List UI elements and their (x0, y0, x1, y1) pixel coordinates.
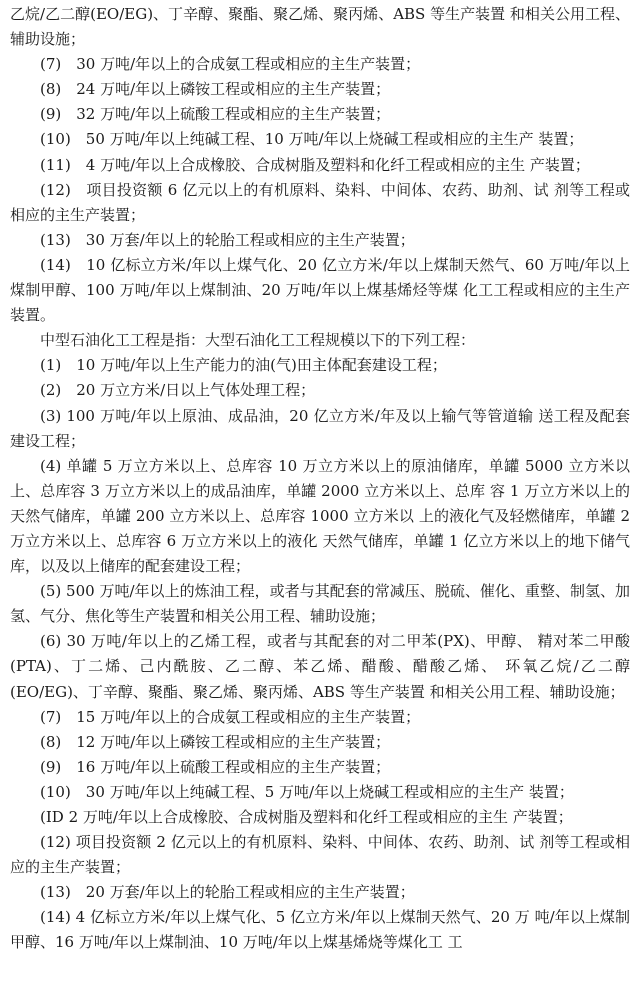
list-item-medium-1: (1) 10 万吨/年以上生产能力的油(气)田主体配套建设工程； (40, 356, 447, 375)
list-item-large-8: (8) 24 万吨/年以上磷铵工程或相应的主生产装置； (40, 80, 391, 99)
list-item-medium-14: (14) 4 亿标立方米/年以上煤气化、5 亿立方米/年以上煤制天然气、20 万 吨/年以上煤制甲醇、16 万吨/年以上煤制油、10 万吨/年以上煤基烯烧等煤化工 工 (10, 908, 630, 952)
list-item-medium-5: (5) 500 万吨/年以上的炼油工程，或者与其配套的常减压、脱硫、催化、重整、制氢、加氢、气分、焦化等生产装置和相关公用工程、辅助设施； (10, 582, 630, 626)
list-item-medium-9: (9) 16 万吨/年以上硫酸工程或相应的主生产装置； (40, 757, 391, 776)
list-item-large-9: (9) 32 万吨/年以上硫酸工程或相应的主生产装置； (40, 105, 391, 124)
list-item-large-14: (14) 10 亿标立方米/年以上煤气化、20 亿立方米/年以上煤制天然气、60 万吨/年以上煤制甲醇、100 万吨/年以上煤制油、20 万吨/年以上煤基烯烃等煤 化工工程或相应的主生产装置。 (10, 255, 630, 325)
list-item-medium-3: (3) 100 万吨/年以上原油、成品油，20 亿立方米/年及以上输气等管道输 送工程及配套建设工程； (10, 406, 630, 450)
list-item-large-13: (13) 30 万套/年以上的轮胎工程或相应的主生产装置； (40, 230, 415, 249)
list-item-medium-12: (12) 项目投资额 2 亿元以上的有机原料、染料、中间体、农药、助剂、试 剂等工程或相应的主生产装置； (10, 833, 630, 877)
list-item-medium-6: (6) 30 万吨/年以上的乙烯工程，或者与其配套的对二甲苯(PX)、甲醇、 精对苯二甲酸(PTA)、丁二烯、己内酰胺、乙二醇、苯乙烯、醋酸、醋酸乙烯、 环氧乙烷/乙二醇(EO/EG)、丁辛醇、聚酯、聚乙烯、聚丙烯、ABS 等生产装置 和相关公用工程、辅助设施； (10, 632, 630, 701)
list-item-large-12: (12) 项目投资额 6 亿元以上的有机原料、染料、中间体、农药、助剂、试 剂等工程或相应的主生产装置； (10, 180, 630, 224)
list-item-medium-2: (2) 20 万立方米/日以上气体处理工程； (40, 381, 316, 400)
paragraph-continuation: 乙烷/乙二醇(EO/EG)、丁辛醇、聚酯、聚乙烯、聚丙烯、ABS 等生产装置 和相关公用工程、辅助设施； (10, 5, 630, 49)
list-item-medium-10: (10) 30 万吨/年以上纯碱工程、5 万吨/年以上烧碱工程或相应的主生产 装置； (40, 782, 574, 801)
list-item-large-10: (10) 50 万吨/年以上纯碱工程、10 万吨/年以上烧碱工程或相应的主生产 装置； (40, 130, 584, 149)
section-intro-medium: 中型石油化工工程是指：大型石油化工工程规模以下的下列工程： (40, 331, 476, 350)
list-item-medium-11: (ID 2 万吨/年以上合成橡胶、合成树脂及塑料和化纤工程或相应的主生 产装置； (40, 808, 573, 826)
list-item-medium-4: (4) 单罐 5 万立方米以上、总库容 10 万立方米以上的原油储库，单罐 5000 立方米以上、总库容 3 万立方米以上的成品油库，单罐 2000 立方米以上、总库 容 1 万立方米以上的天然气储库，单罐 200 立方米以上、总库容 1000 立方米以 上的液化气及轻燃储库，单罐 2 万立方米以上、总库容 6 万立方米以上的液化 天然气储库，单罐 1 亿立方米以上的地下储气库，以及以上储库的配套建设工程； (10, 456, 630, 576)
list-item-medium-13: (13) 20 万套/年以上的轮胎工程或相应的主生产装置； (40, 883, 415, 902)
list-item-medium-8: (8) 12 万吨/年以上磷铵工程或相应的主生产装置； (40, 732, 391, 751)
list-item-large-7: (7) 30 万吨/年以上的合成氨工程或相应的主生产装置； (40, 55, 421, 74)
list-item-medium-7: (7) 15 万吨/年以上的合成氨工程或相应的主生产装置； (40, 707, 421, 726)
list-item-large-11: (11) 4 万吨/年以上合成橡胶、合成树脂及塑料和化纤工程或相应的主生 产装置； (40, 155, 590, 174)
